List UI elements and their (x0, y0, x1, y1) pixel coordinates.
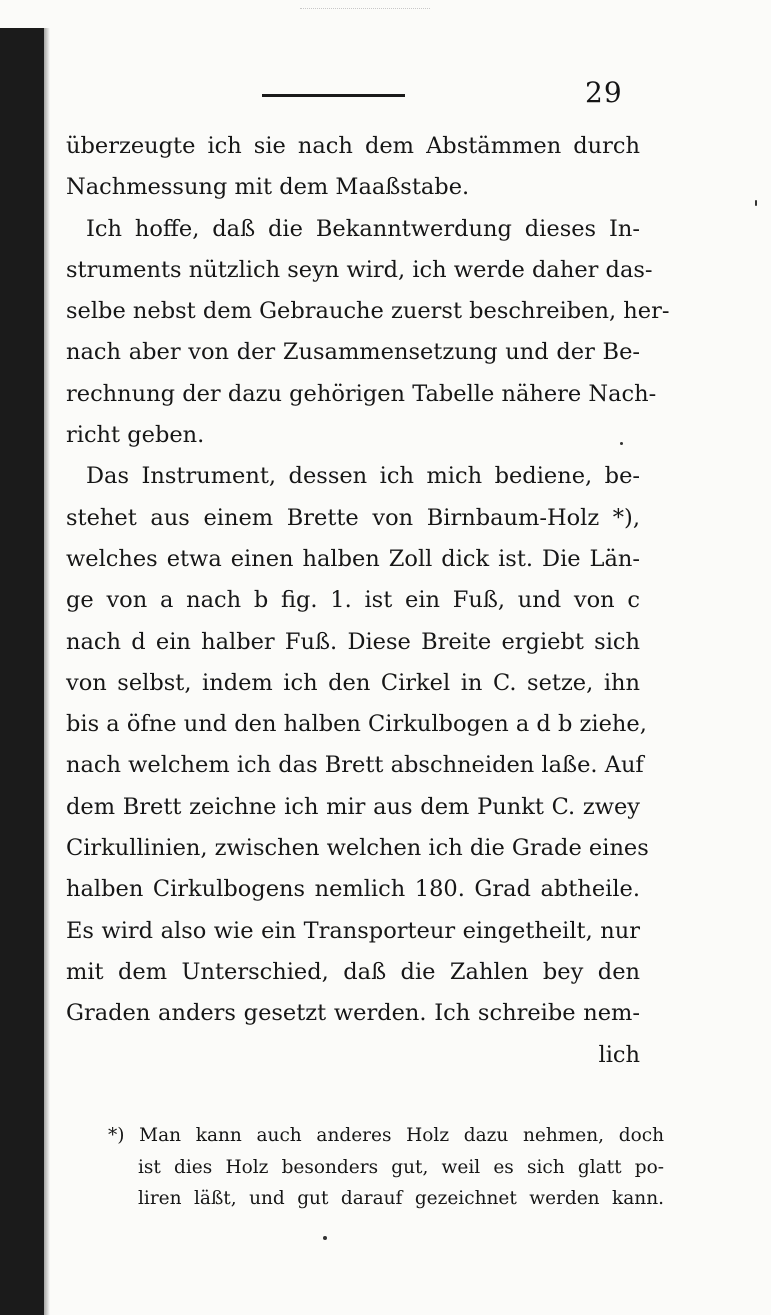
page-number: 29 (585, 76, 623, 109)
body-line: halben Cirkulbogens nemlich 180. Grad abtheile. (66, 876, 640, 903)
ink-speck (755, 200, 757, 206)
body-line: rechnung der dazu gehörigen Tabelle nähere Nach- (66, 380, 657, 407)
body-line: von selbst, indem ich den Cirkel in C. setze, ihn (66, 669, 640, 696)
body-line: Graden anders gesetzt werden. Ich schreibe nem- (66, 1000, 640, 1027)
body-line: stehet aus einem Brette von Birnbaum-Holz *), (66, 504, 640, 531)
footnote-line: ist dies Holz besonders gut, weil es sich glatt po- (138, 1156, 664, 1178)
body-line: selbe nebst dem Gebrauche zuerst beschreiben, her- (66, 298, 670, 325)
ink-speck (323, 1236, 327, 1240)
footnote-line: *) Man kann auch anderes Holz dazu nehmen, doch (108, 1125, 664, 1146)
body-line: nach aber von der Zusammensetzung und der Be- (66, 339, 640, 366)
footnote (108, 1120, 664, 1215)
body-text (66, 126, 670, 1076)
book-spine-shadow (0, 28, 44, 1315)
body-line: nach d ein halber Fuß. Diese Breite ergiebt sich (66, 628, 640, 655)
footnote-line: liren läßt, und gut darauf gezeichnet werden kann. (138, 1188, 664, 1209)
body-line: Cirkullinien, zwischen welchen ich die Grade eines (66, 835, 649, 862)
body-line: struments nützlich seyn wird, ich werde daher das- (66, 256, 653, 283)
body-line: Nachmessung mit dem Maaßstabe. (66, 174, 470, 201)
body-line: dem Brett zeichne ich mir aus dem Punkt C. zwey (66, 793, 640, 820)
body-line: nach welchem ich das Brett abschneiden laße. Auf (66, 752, 644, 779)
body-line: ge von a nach b fig. 1. ist ein Fuß, und von c (66, 587, 640, 614)
body-line: Das Instrument, dessen ich mich bediene, be- (86, 463, 640, 490)
body-line: überzeugte ich sie nach dem Abstämmen durch (66, 133, 640, 159)
body-line: mit dem Unterschied, daß die Zahlen bey den (66, 958, 640, 985)
body-line: Es wird also wie ein Transporteur eingetheilt, nur (66, 917, 640, 944)
catchword: lich (598, 1041, 640, 1068)
body-line: richt geben. (66, 422, 205, 449)
top-edge-specks (300, 8, 430, 15)
header-rule (262, 94, 405, 97)
body-line: Ich hoffe, daß die Bekanntwerdung dieses In- (86, 215, 640, 242)
body-line: welches etwa einen halben Zoll dick ist. Die Län- (66, 545, 640, 572)
ink-speck (620, 442, 623, 445)
body-line: bis a öfne und den halben Cirkulbogen a d b ziehe, (66, 711, 647, 738)
